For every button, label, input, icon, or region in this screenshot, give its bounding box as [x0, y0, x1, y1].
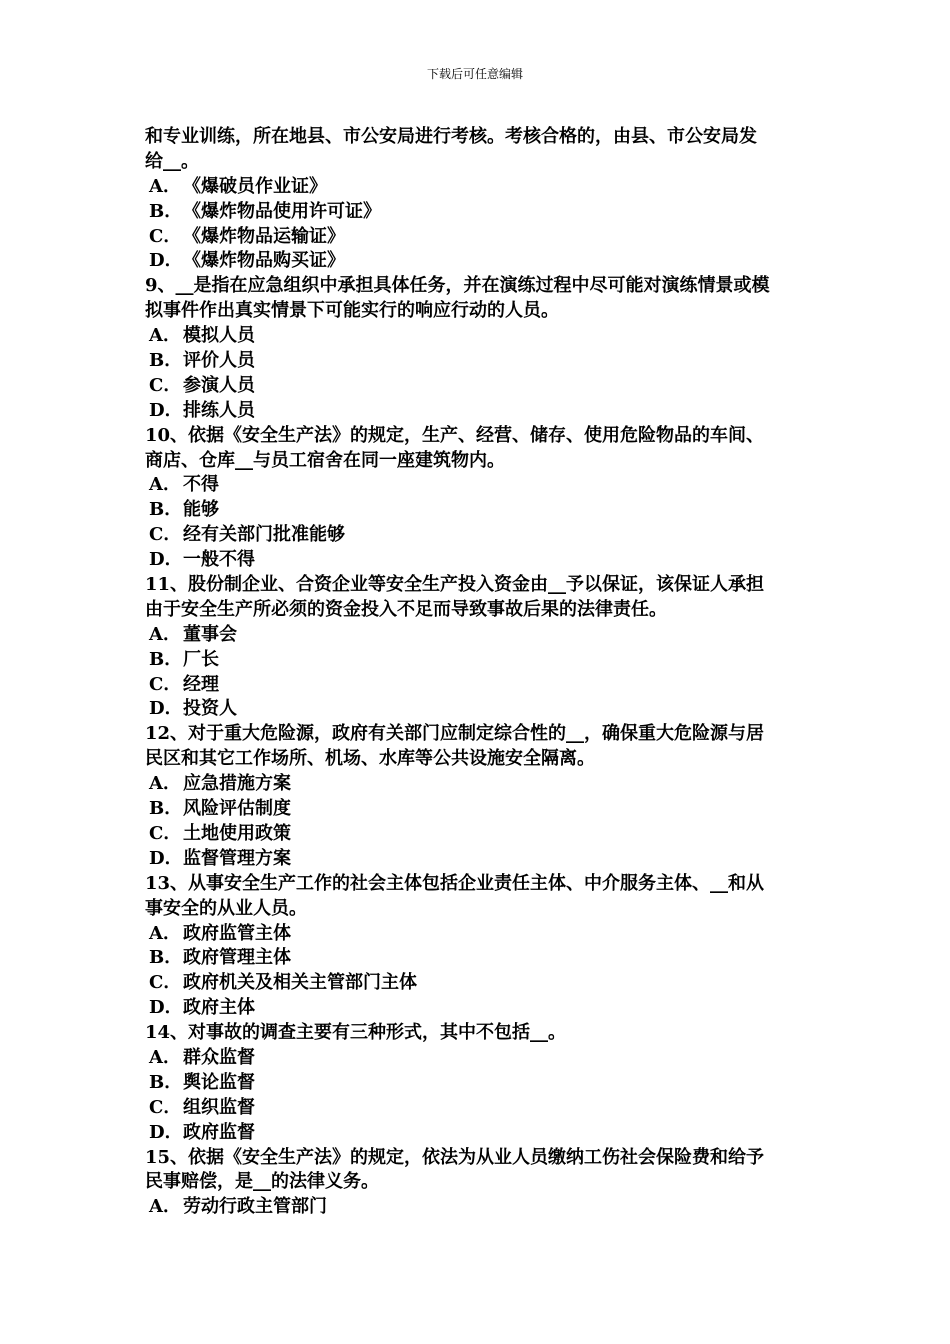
option-text: 经理	[183, 673, 219, 695]
option-text: 评价人员	[183, 350, 255, 372]
question-text-line: 事安全的从业人员。	[145, 897, 307, 919]
answer-option	[145, 822, 810, 847]
option-letter: A．	[149, 1196, 181, 1218]
answer-option	[145, 473, 810, 498]
question-text-line: 和专业训练，所在地县、市公安局进行考核。考核合格的，由县、市公安局发	[145, 126, 757, 147]
option-letter: B．	[149, 499, 183, 521]
answer-option	[145, 249, 810, 274]
option-text: 经有关部门批准能够	[183, 524, 345, 546]
answer-option	[145, 1071, 810, 1096]
answer-option	[145, 399, 810, 424]
answer-option	[145, 697, 810, 722]
question-text-line: 13、从事安全生产工作的社会主体包括企业责任主体、中介服务主体、__和从	[145, 872, 765, 894]
option-text: 组织监督	[183, 1096, 255, 1118]
question-text-line: 给__。	[145, 150, 199, 172]
option-text: 政府管理主体	[183, 947, 291, 969]
option-text: 政府主体	[183, 997, 255, 1019]
answer-option	[145, 548, 810, 573]
option-letter: B．	[149, 947, 183, 969]
document-body	[145, 125, 810, 1220]
option-text: 一般不得	[183, 549, 255, 571]
question-text-line: 拟事件作出真实情景下可能实行的响应行动的人员。	[145, 300, 559, 322]
answer-option	[145, 1096, 810, 1121]
answer-option	[145, 1121, 810, 1146]
option-letter: B．	[149, 798, 183, 820]
question-text-line: 由于安全生产所必须的资金投入不足而导致事故后果的法律责任。	[145, 598, 667, 620]
option-text: 监督管理方案	[183, 847, 291, 869]
option-text: 风险评估制度	[183, 798, 291, 820]
option-text: 政府监管主体	[183, 922, 291, 944]
question-text-line: 14、对事故的调查主要有三种形式，其中不包括__。	[145, 1022, 567, 1044]
option-letter: C．	[149, 524, 182, 546]
option-letter: C．	[149, 374, 182, 396]
answer-option	[145, 324, 810, 349]
answer-option	[145, 673, 810, 698]
answer-option	[145, 498, 810, 523]
option-letter: D．	[149, 549, 183, 571]
answer-option	[145, 175, 810, 200]
option-letter: B．	[149, 200, 183, 222]
answer-option	[145, 971, 810, 996]
answer-option	[145, 922, 810, 947]
answer-option	[145, 1046, 810, 1071]
option-text: 《爆炸物品运输证》	[183, 225, 345, 247]
question-text-line: 15、依据《安全生产法》的规定，依法为从业人员缴纳工伤社会保险费和给予	[145, 1146, 765, 1168]
option-letter: D．	[149, 250, 183, 272]
option-letter: A．	[149, 623, 181, 645]
option-letter: C．	[149, 822, 182, 844]
option-text: 政府监督	[183, 1121, 255, 1143]
option-text: 排练人员	[183, 399, 255, 421]
answer-option	[145, 374, 810, 399]
option-letter: C．	[149, 1096, 182, 1118]
answer-option	[145, 847, 810, 872]
option-letter: B．	[149, 350, 183, 372]
option-text: 土地使用政策	[183, 822, 291, 844]
option-letter: A．	[149, 175, 181, 197]
option-letter: C．	[149, 225, 182, 247]
option-letter: D．	[149, 399, 183, 421]
question-text-line: 10、依据《安全生产法》的规定，生产、经营、储存、使用危险物品的车间、	[145, 424, 765, 446]
option-text: 厂长	[183, 648, 219, 670]
answer-option	[145, 946, 810, 971]
answer-option	[145, 225, 810, 250]
option-text: 《爆破员作业证》	[183, 175, 327, 197]
answer-option	[145, 623, 810, 648]
option-letter: A．	[149, 1046, 181, 1068]
option-letter: C．	[149, 972, 182, 994]
answer-option	[145, 349, 810, 374]
answer-option	[145, 797, 810, 822]
option-letter: D．	[149, 1121, 183, 1143]
option-letter: D．	[149, 698, 183, 720]
option-text: 模拟人员	[183, 325, 255, 347]
option-letter: A．	[149, 474, 181, 496]
option-text: 董事会	[183, 623, 237, 645]
option-letter: A．	[149, 922, 181, 944]
answer-option	[145, 996, 810, 1021]
option-text: 参演人员	[183, 374, 255, 396]
option-letter: D．	[149, 847, 183, 869]
answer-option	[145, 523, 810, 548]
option-letter: B．	[149, 1071, 183, 1093]
answer-option	[145, 1195, 810, 1220]
answer-option	[145, 200, 810, 225]
option-letter: A．	[149, 773, 181, 795]
page-header: 下载后可任意编辑	[426, 67, 523, 81]
option-text: 投资人	[183, 698, 237, 720]
option-text: 应急措施方案	[183, 773, 291, 795]
option-letter: A．	[149, 325, 181, 347]
answer-option	[145, 772, 810, 797]
option-text: 能够	[183, 499, 219, 521]
option-text: 舆论监督	[183, 1071, 255, 1093]
option-text: 政府机关及相关主管部门主体	[183, 972, 417, 994]
option-letter: C．	[149, 673, 182, 695]
question-text-line: 民区和其它工作场所、机场、水库等公共设施安全隔离。	[145, 748, 595, 770]
option-letter: D．	[149, 997, 183, 1019]
question-text-line: 商店、仓库__与员工宿舍在同一座建筑物内。	[145, 449, 505, 471]
question-text-line: 11、股份制企业、合资企业等安全生产投入资金由__予以保证，该保证人承担	[145, 574, 765, 596]
option-text: 《爆炸物品使用许可证》	[183, 200, 381, 222]
option-text: 不得	[183, 474, 219, 496]
question-text-line: 9、__是指在应急组织中承担具体任务，并在演练过程中尽可能对演练情景或模	[145, 275, 770, 297]
answer-option	[145, 648, 810, 673]
option-letter: B．	[149, 648, 183, 670]
option-text: 群众监督	[183, 1046, 255, 1068]
option-text: 《爆炸物品购买证》	[183, 250, 345, 272]
option-text: 劳动行政主管部门	[183, 1196, 327, 1218]
question-text-line: 民事赔偿，是__的法律义务。	[145, 1171, 379, 1193]
question-text-line: 12、对于重大危险源，政府有关部门应制定综合性的__，确保重大危险源与居	[145, 723, 765, 745]
